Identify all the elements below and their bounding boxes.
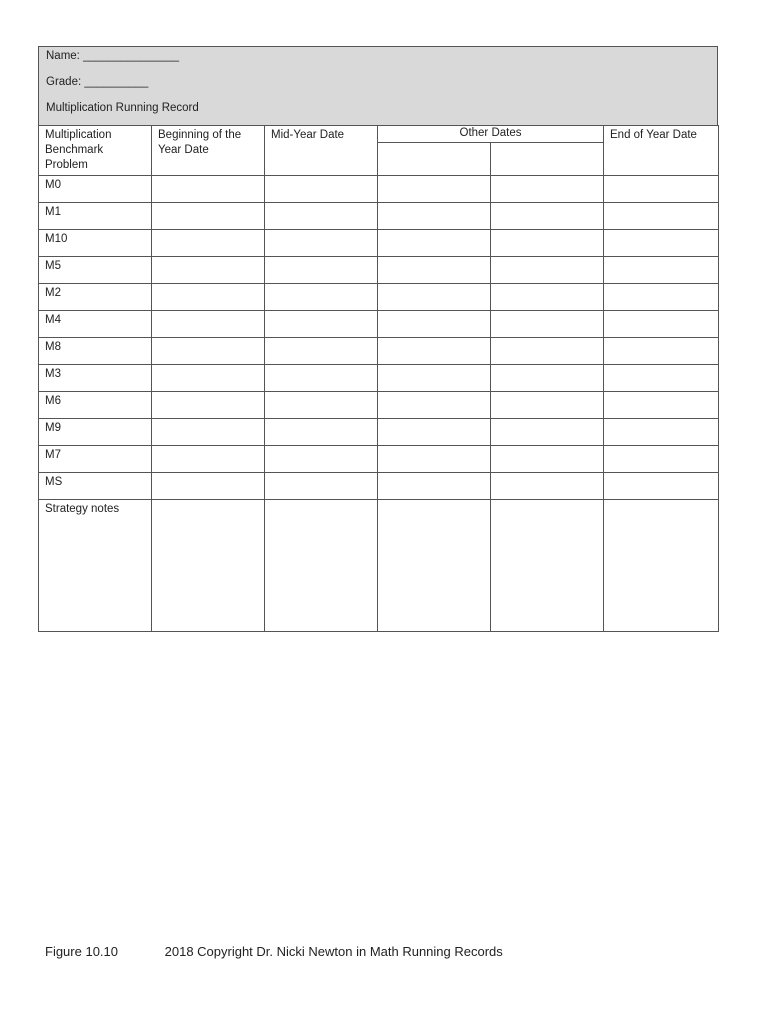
record-cell bbox=[265, 230, 378, 257]
record-cell bbox=[604, 311, 719, 338]
record-cell bbox=[265, 338, 378, 365]
table-row bbox=[39, 284, 719, 311]
record-cell bbox=[604, 419, 719, 446]
benchmark-problem-label: M1 bbox=[39, 203, 152, 230]
record-cell bbox=[604, 203, 719, 230]
table-row bbox=[39, 203, 719, 230]
record-cell bbox=[604, 230, 719, 257]
record-cell bbox=[378, 392, 491, 419]
table-row bbox=[39, 257, 719, 284]
strategy-notes-cell bbox=[378, 500, 491, 632]
record-cell bbox=[604, 473, 719, 500]
table-row bbox=[39, 419, 719, 446]
record-cell bbox=[378, 203, 491, 230]
record-cell bbox=[152, 203, 265, 230]
record-cell bbox=[265, 446, 378, 473]
grade-field: Grade: __________ bbox=[46, 76, 149, 88]
sheet-header bbox=[38, 46, 718, 125]
record-cell bbox=[152, 257, 265, 284]
record-cell bbox=[152, 365, 265, 392]
strategy-notes-cell bbox=[152, 500, 265, 632]
record-cell bbox=[378, 473, 491, 500]
table-row bbox=[39, 338, 719, 365]
table-row bbox=[39, 473, 719, 500]
record-cell bbox=[604, 392, 719, 419]
record-cell bbox=[378, 419, 491, 446]
benchmark-problem-label: M9 bbox=[39, 419, 152, 446]
benchmark-problem-label: M10 bbox=[39, 230, 152, 257]
record-cell bbox=[378, 338, 491, 365]
record-cell bbox=[491, 176, 604, 203]
record-cell bbox=[378, 446, 491, 473]
record-cell bbox=[604, 338, 719, 365]
table-row bbox=[39, 176, 719, 203]
record-cell bbox=[491, 257, 604, 284]
benchmark-problem-label: MS bbox=[39, 473, 152, 500]
benchmark-problem-label: M0 bbox=[39, 176, 152, 203]
record-cell bbox=[265, 392, 378, 419]
benchmark-problem-label: M3 bbox=[39, 365, 152, 392]
record-cell bbox=[378, 365, 491, 392]
record-table bbox=[38, 125, 719, 632]
record-cell bbox=[265, 311, 378, 338]
record-cell bbox=[491, 230, 604, 257]
strategy-notes-cell bbox=[491, 500, 604, 632]
record-cell bbox=[491, 392, 604, 419]
name-field: Name: _______________ bbox=[46, 50, 180, 62]
record-cell bbox=[152, 446, 265, 473]
strategy-notes-label: Strategy notes bbox=[39, 500, 152, 632]
record-cell bbox=[265, 176, 378, 203]
record-cell bbox=[604, 257, 719, 284]
record-cell bbox=[604, 284, 719, 311]
strategy-notes-row bbox=[39, 500, 719, 632]
record-cell bbox=[378, 176, 491, 203]
col-header-beginning: Beginning of the Year Date bbox=[152, 126, 265, 176]
record-cell bbox=[265, 257, 378, 284]
record-cell bbox=[265, 473, 378, 500]
benchmark-problem-label: M4 bbox=[39, 311, 152, 338]
benchmark-problem-label: M2 bbox=[39, 284, 152, 311]
record-cell bbox=[152, 419, 265, 446]
table-header-row-1 bbox=[39, 126, 719, 143]
benchmark-problem-label: M8 bbox=[39, 338, 152, 365]
benchmark-problem-label: M6 bbox=[39, 392, 152, 419]
strategy-notes-cell bbox=[604, 500, 719, 632]
record-cell bbox=[604, 365, 719, 392]
record-cell bbox=[378, 230, 491, 257]
record-cell bbox=[378, 257, 491, 284]
record-cell bbox=[491, 446, 604, 473]
record-cell bbox=[378, 284, 491, 311]
record-cell bbox=[265, 419, 378, 446]
benchmark-problem-label: M5 bbox=[39, 257, 152, 284]
record-cell bbox=[491, 419, 604, 446]
record-cell bbox=[491, 284, 604, 311]
record-cell bbox=[152, 176, 265, 203]
table-row bbox=[39, 392, 719, 419]
record-title: Multiplication Running Record bbox=[46, 102, 199, 114]
table-row bbox=[39, 365, 719, 392]
record-cell bbox=[152, 392, 265, 419]
record-cell bbox=[491, 338, 604, 365]
record-cell bbox=[491, 311, 604, 338]
record-cell bbox=[265, 203, 378, 230]
copyright-text: 2018 Copyright Dr. Nicki Newton in Math Running Records bbox=[164, 944, 503, 959]
col-header-mid: Mid-Year Date bbox=[265, 126, 378, 176]
record-cell bbox=[378, 311, 491, 338]
running-record-sheet bbox=[38, 46, 718, 632]
other-date-1-header bbox=[378, 143, 491, 176]
record-cell bbox=[491, 365, 604, 392]
benchmark-problem-label: M7 bbox=[39, 446, 152, 473]
record-cell bbox=[491, 473, 604, 500]
record-cell bbox=[265, 365, 378, 392]
record-cell bbox=[152, 284, 265, 311]
table-row bbox=[39, 311, 719, 338]
record-cell bbox=[152, 230, 265, 257]
figure-label: Figure 10.10 bbox=[45, 944, 118, 959]
strategy-notes-cell bbox=[265, 500, 378, 632]
col-header-end: End of Year Date bbox=[604, 126, 719, 176]
record-cell bbox=[491, 203, 604, 230]
col-header-problem: Multiplication Benchmark Problem bbox=[39, 126, 152, 176]
page-footer bbox=[45, 944, 503, 959]
col-header-other: Other Dates bbox=[378, 126, 604, 143]
table-row bbox=[39, 446, 719, 473]
record-cell bbox=[604, 176, 719, 203]
record-cell bbox=[265, 284, 378, 311]
record-cell bbox=[604, 446, 719, 473]
table-row bbox=[39, 230, 719, 257]
other-date-2-header bbox=[491, 143, 604, 176]
record-cell bbox=[152, 338, 265, 365]
record-cell bbox=[152, 311, 265, 338]
record-cell bbox=[152, 473, 265, 500]
